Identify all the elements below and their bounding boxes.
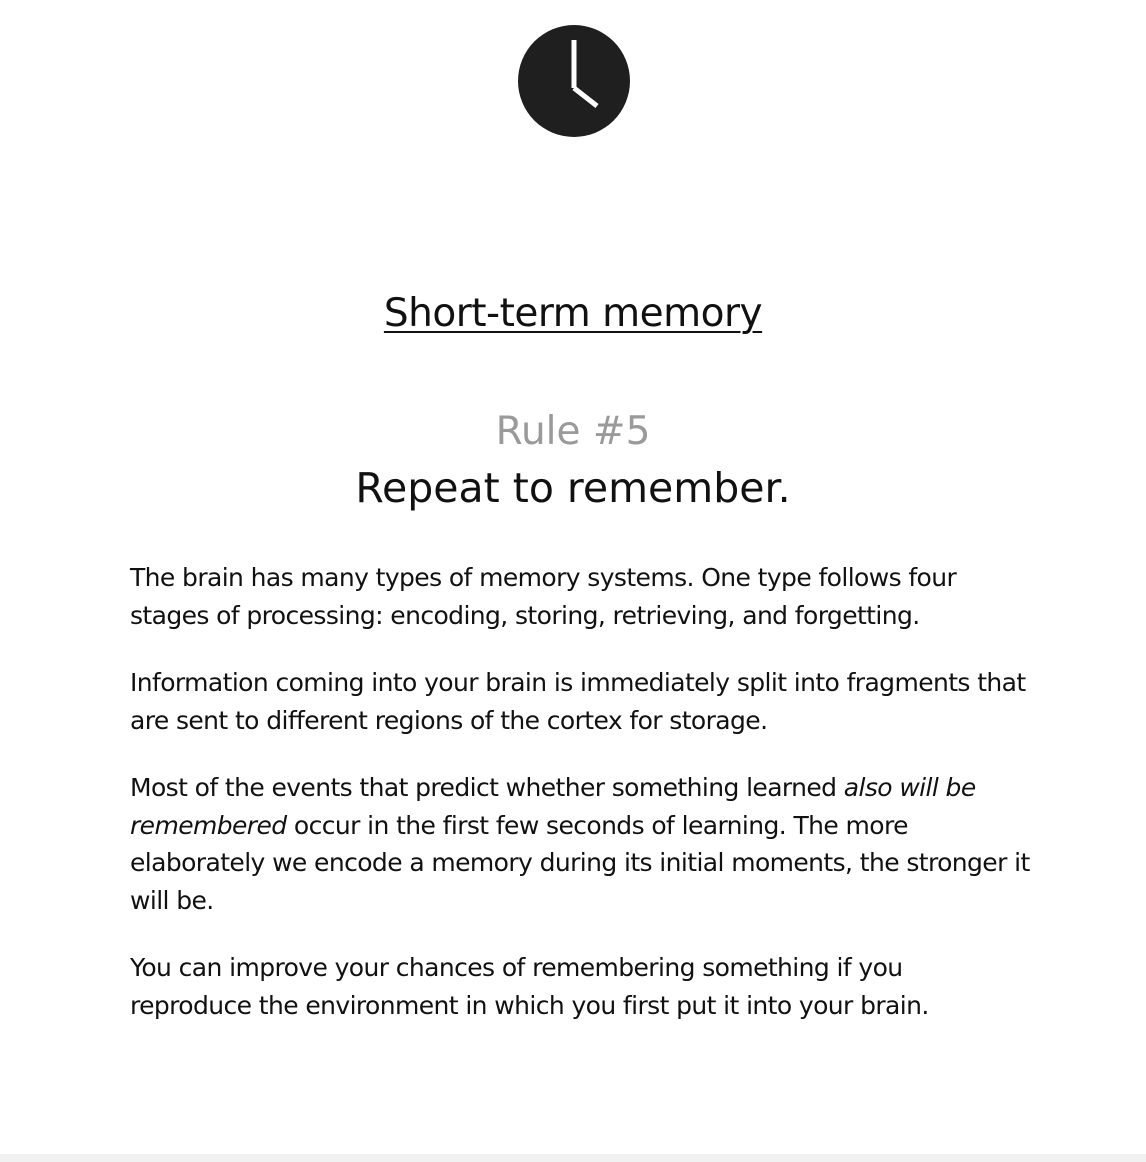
paragraph-2: Information coming into your brain is immediately split into fragments that are sent to different regions of the cortex for storage. <box>130 668 1026 735</box>
rule-number: Rule #5 <box>495 409 651 454</box>
body-text <box>130 559 1030 1054</box>
page-bottom-divider <box>0 1154 1146 1162</box>
paragraph-3-emphasis: also will be remembered <box>130 773 976 840</box>
clock-icon <box>517 24 631 138</box>
paragraph-3 <box>130 769 1030 919</box>
paragraph-4: You can improve your chances of remembering something if you reproduce the environment in which you first put it into your brain. <box>130 953 929 1020</box>
paragraph-3-end: occur in the first few seconds of learning. The more elaborately we encode a memory during its initial moments, the stronger it will be. <box>130 810 1030 915</box>
paragraph-3-start: Most of the events that predict whether something learned <box>130 773 844 802</box>
section-title: Short-term memory <box>383 291 763 336</box>
rule-title: Repeat to remember. <box>355 464 791 512</box>
paragraph-1: The brain has many types of memory systems. One type follows four stages of processing: encoding, storing, retrieving, and forgetting. <box>130 563 957 630</box>
